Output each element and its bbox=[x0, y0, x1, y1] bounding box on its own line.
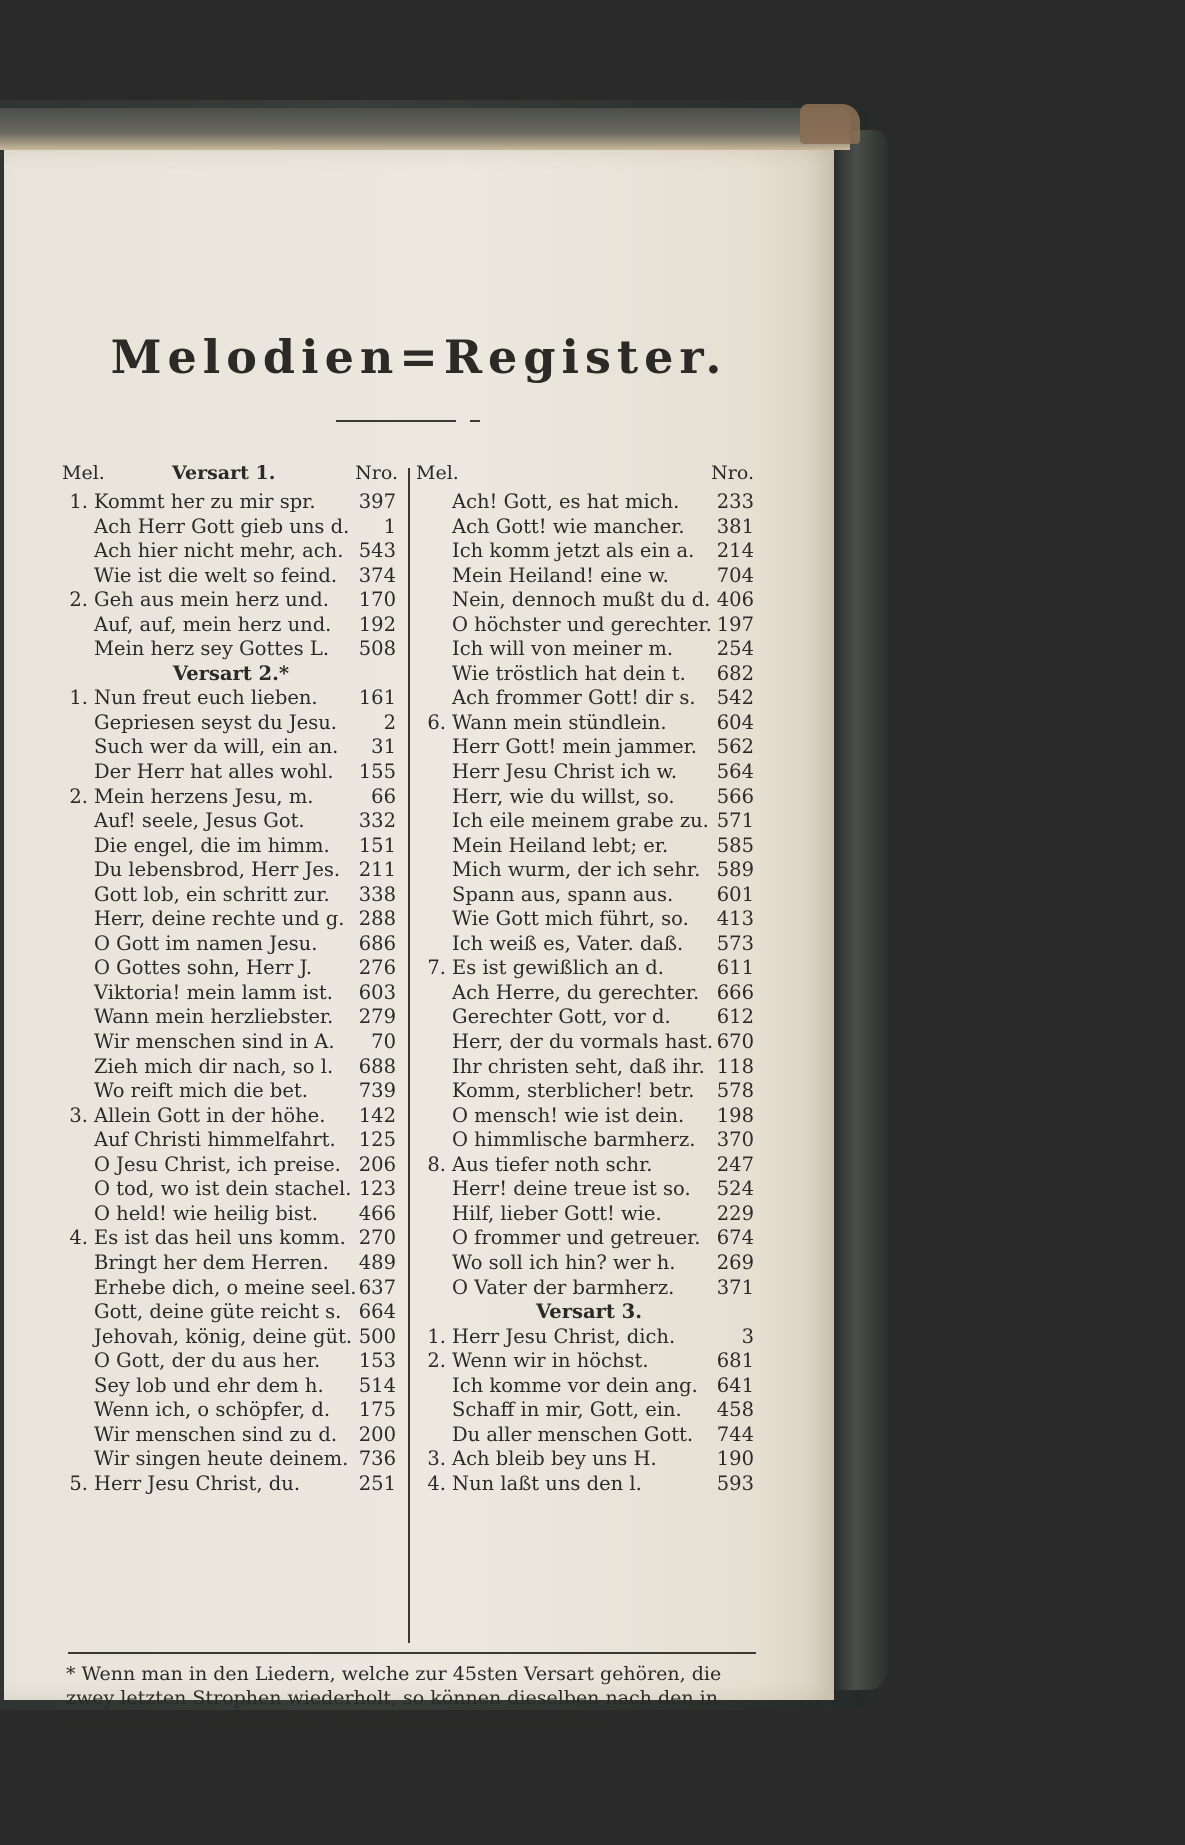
melody-entry bbox=[424, 932, 754, 957]
melody-entry bbox=[424, 907, 754, 932]
melody-title: Gerechter Gott, vor d. bbox=[452, 1005, 671, 1029]
melody-entry bbox=[424, 1177, 754, 1202]
melody-title: O frommer und getreuer. bbox=[452, 1226, 701, 1250]
versart-heading-text: Versart 2.* bbox=[172, 661, 290, 685]
melody-title: Bringt her dem Herren. bbox=[94, 1250, 329, 1274]
melody-title: O höchster und gerechter. bbox=[452, 612, 712, 636]
versart-heading bbox=[424, 1300, 754, 1325]
melody-title: Ich komme vor dein ang. bbox=[452, 1373, 698, 1397]
melody-entry bbox=[66, 932, 396, 957]
footnote: * Wenn man in den Liedern, welche zur 45sten Versart gehören, die zwey letzten Strophen wiederholt, so können dieselben nach den in dieser Versart befindlichen Melodien gesungen werden. bbox=[66, 1663, 722, 1733]
melody-entry bbox=[424, 1079, 754, 1104]
melody-title: Herr! deine treue ist so. bbox=[452, 1177, 691, 1201]
melody-entry bbox=[66, 735, 396, 760]
versart-number: 2. bbox=[69, 588, 88, 612]
versart-number: 1. bbox=[69, 686, 88, 710]
melody-title: Auf! seele, Jesus Got. bbox=[94, 809, 305, 833]
melody-entry bbox=[66, 1447, 396, 1472]
melody-entry bbox=[66, 858, 396, 883]
melody-title: Nein, dennoch mußt du d. bbox=[452, 588, 711, 612]
melody-title: Ach frommer Gott! dir s. bbox=[452, 686, 696, 710]
melody-entry bbox=[66, 1104, 396, 1129]
melody-entry bbox=[424, 515, 754, 540]
hymn-number: 247 bbox=[716, 1152, 754, 1176]
hymn-number: 704 bbox=[716, 563, 754, 587]
melody-entry bbox=[66, 1300, 396, 1325]
melody-title: O Vater der barmherz. bbox=[452, 1275, 675, 1299]
book-page bbox=[4, 150, 834, 1733]
melody-title: Wie Gott mich führt, so. bbox=[452, 907, 689, 931]
melody-title: Wann mein stündlein. bbox=[452, 710, 667, 734]
hymn-number: 573 bbox=[716, 931, 754, 955]
melody-entry bbox=[424, 1005, 754, 1030]
melody-entry bbox=[424, 785, 754, 810]
melody-title: Ach bleib bey uns H. bbox=[452, 1447, 657, 1471]
melody-entry bbox=[66, 490, 396, 515]
hymn-number: 686 bbox=[358, 931, 396, 955]
melody-entry bbox=[424, 834, 754, 859]
hymn-number: 288 bbox=[358, 907, 396, 931]
left-melody-list bbox=[66, 490, 396, 1496]
hymn-number: 276 bbox=[358, 956, 396, 980]
melody-entry bbox=[66, 1055, 396, 1080]
melody-title: Gott lob, ein schritt zur. bbox=[94, 882, 330, 906]
melody-title: Ach Herr Gott gieb uns d. bbox=[94, 514, 350, 538]
melody-title: Ich eile meinem grabe zu. bbox=[452, 809, 709, 833]
melody-title: Sey lob und ehr dem h. bbox=[94, 1373, 324, 1397]
melody-entry bbox=[424, 686, 754, 711]
hymn-number: 571 bbox=[716, 809, 754, 833]
melody-title: Ach Herre, du gerechter. bbox=[452, 980, 700, 1004]
hymn-number: 254 bbox=[716, 637, 754, 661]
hymn-number: 524 bbox=[716, 1177, 754, 1201]
melody-entry bbox=[424, 1055, 754, 1080]
melody-title: Herr Jesu Christ, dich. bbox=[452, 1324, 676, 1348]
melody-title: O Gott im namen Jesu. bbox=[94, 931, 318, 955]
melody-entry bbox=[424, 539, 754, 564]
hymn-number: 371 bbox=[716, 1275, 754, 1299]
hymn-number: 562 bbox=[716, 735, 754, 759]
melody-entry bbox=[424, 735, 754, 760]
hymn-number: 601 bbox=[716, 882, 754, 906]
hymn-number: 603 bbox=[358, 980, 396, 1004]
hymn-number: 251 bbox=[358, 1471, 396, 1495]
hymn-number: 214 bbox=[716, 539, 754, 563]
hymn-number: 142 bbox=[358, 1103, 396, 1127]
melody-entry bbox=[66, 637, 396, 662]
book-top-edge bbox=[0, 108, 850, 150]
hymn-number: 153 bbox=[358, 1349, 396, 1373]
melody-entry bbox=[66, 1276, 396, 1301]
hymn-number: 374 bbox=[358, 563, 396, 587]
hymn-number: 2 bbox=[383, 710, 396, 734]
melody-title: Herr, der du vormals hast. bbox=[452, 1030, 714, 1054]
melody-title: O himmlische barmherz. bbox=[452, 1128, 696, 1152]
melody-title: Jehovah, könig, deine güt. bbox=[94, 1324, 353, 1348]
melody-entry bbox=[66, 686, 396, 711]
melody-title: Kommt her zu mir spr. bbox=[94, 490, 316, 513]
melody-entry bbox=[66, 711, 396, 736]
melody-title: Erhebe dich, o meine seel. bbox=[94, 1275, 357, 1299]
melody-title: Mein Heiland lebt; er. bbox=[452, 833, 669, 857]
hymn-number: 612 bbox=[716, 1005, 754, 1029]
melody-entry bbox=[66, 613, 396, 638]
hymn-number: 66 bbox=[371, 784, 396, 808]
hymn-number: 578 bbox=[716, 1079, 754, 1103]
hymn-number: 118 bbox=[716, 1054, 754, 1078]
melody-entry bbox=[424, 1398, 754, 1423]
melody-entry bbox=[66, 1472, 396, 1497]
melody-title: Ich will von meiner m. bbox=[452, 637, 674, 661]
melody-title: Herr Gott! mein jammer. bbox=[452, 735, 698, 759]
melody-entry bbox=[66, 1325, 396, 1350]
melody-entry bbox=[424, 1276, 754, 1301]
melody-title: Aus tiefer noth schr. bbox=[452, 1152, 653, 1176]
melody-entry bbox=[424, 1153, 754, 1178]
left-mel-label: Mel. bbox=[62, 462, 105, 484]
versart-number: 3. bbox=[427, 1447, 446, 1471]
melody-title: Auf Christi himmelfahrt. bbox=[94, 1128, 336, 1152]
melody-title: Ach hier nicht mehr, ach. bbox=[94, 539, 344, 563]
hymn-number: 332 bbox=[358, 809, 396, 833]
hymn-number: 269 bbox=[716, 1250, 754, 1274]
page-title: Melodien=Register. bbox=[110, 330, 728, 384]
melody-title: Ich weiß es, Vater. daß. bbox=[452, 931, 684, 955]
hymn-number: 370 bbox=[716, 1128, 754, 1152]
hymn-number: 466 bbox=[358, 1201, 396, 1225]
melody-entry bbox=[66, 785, 396, 810]
hymn-number: 198 bbox=[716, 1103, 754, 1127]
melody-title: Such wer da will, ein an. bbox=[94, 735, 339, 759]
melody-title: Herr Jesu Christ ich w. bbox=[452, 760, 678, 784]
melody-title: Viktoria! mein lamm ist. bbox=[94, 980, 333, 1004]
melody-entry bbox=[66, 1177, 396, 1202]
melody-title: Wir singen heute deinem. bbox=[94, 1447, 349, 1471]
hymn-number: 3 bbox=[741, 1324, 754, 1348]
hymn-number: 170 bbox=[358, 588, 396, 612]
melody-entry bbox=[424, 760, 754, 785]
melody-title: Geh aus mein herz und. bbox=[94, 588, 329, 612]
melody-title: Herr, wie du willst, so. bbox=[452, 784, 675, 808]
melody-entry bbox=[424, 1374, 754, 1399]
left-versart-label: Versart 1. bbox=[172, 462, 276, 484]
melody-title: Herr, deine rechte und g. bbox=[94, 907, 345, 931]
melody-title: Gott, deine güte reicht s. bbox=[94, 1300, 342, 1324]
worn-corner bbox=[800, 104, 860, 144]
hymn-number: 637 bbox=[358, 1275, 396, 1299]
melody-title: Es ist gewißlich an d. bbox=[452, 956, 664, 980]
melody-title: Der Herr hat alles wohl. bbox=[94, 760, 334, 784]
hymn-number: 200 bbox=[358, 1422, 396, 1446]
hymn-number: 489 bbox=[358, 1250, 396, 1274]
hymn-number: 338 bbox=[358, 882, 396, 906]
melody-title: Zieh mich dir nach, so l. bbox=[94, 1054, 334, 1078]
versart-heading bbox=[66, 662, 396, 687]
melody-entry bbox=[66, 1423, 396, 1448]
hymn-number: 736 bbox=[358, 1447, 396, 1471]
melody-entry bbox=[66, 907, 396, 932]
right-column-header bbox=[416, 462, 754, 492]
melody-entry bbox=[66, 515, 396, 540]
melody-title: Wo soll ich hin? wer h. bbox=[452, 1250, 676, 1274]
hymn-number: 206 bbox=[358, 1152, 396, 1176]
melody-title: O Gottes sohn, Herr J. bbox=[94, 956, 313, 980]
hymn-number: 397 bbox=[358, 490, 396, 513]
melody-title: Mein herz sey Gottes L. bbox=[94, 637, 330, 661]
hymn-number: 233 bbox=[716, 490, 754, 513]
hymn-number: 542 bbox=[716, 686, 754, 710]
versart-number: 2. bbox=[427, 1349, 446, 1373]
melody-title: O Jesu Christ, ich preise. bbox=[94, 1152, 341, 1176]
versart-number: 5. bbox=[69, 1471, 88, 1495]
melody-entry bbox=[66, 1226, 396, 1251]
left-column-header bbox=[62, 462, 398, 492]
hymn-number: 70 bbox=[371, 1030, 396, 1054]
melody-entry bbox=[66, 1153, 396, 1178]
hymn-number: 125 bbox=[358, 1128, 396, 1152]
melody-entry bbox=[424, 1423, 754, 1448]
hymn-number: 514 bbox=[358, 1373, 396, 1397]
melody-title: Herr Jesu Christ, du. bbox=[94, 1471, 301, 1495]
versart-heading-text: Versart 3. bbox=[535, 1300, 643, 1324]
hymn-number: 31 bbox=[371, 735, 396, 759]
melody-entry bbox=[66, 1374, 396, 1399]
hymn-number: 500 bbox=[358, 1324, 396, 1348]
right-nro-label: Nro. bbox=[711, 462, 754, 484]
hymn-number: 744 bbox=[716, 1422, 754, 1446]
melody-entry bbox=[66, 1079, 396, 1104]
hymn-number: 192 bbox=[358, 612, 396, 636]
melody-title: Die engel, die im himm. bbox=[94, 833, 330, 857]
melody-entry bbox=[66, 588, 396, 613]
versart-number: 1. bbox=[69, 490, 88, 513]
melody-entry bbox=[66, 834, 396, 859]
melody-entry bbox=[424, 637, 754, 662]
melody-title: Komm, sterblicher! betr. bbox=[452, 1079, 695, 1103]
hymn-number: 604 bbox=[716, 710, 754, 734]
melody-entry bbox=[66, 883, 396, 908]
hymn-number: 229 bbox=[716, 1201, 754, 1225]
hymn-number: 593 bbox=[716, 1471, 754, 1495]
hymn-number: 682 bbox=[716, 661, 754, 685]
melody-title: Nun freut euch lieben. bbox=[94, 686, 318, 710]
melody-title: Du aller menschen Gott. bbox=[452, 1422, 694, 1446]
left-nro-label: Nro. bbox=[355, 462, 398, 484]
melody-entry bbox=[424, 1472, 754, 1497]
melody-entry bbox=[66, 1202, 396, 1227]
hymn-number: 611 bbox=[716, 956, 754, 980]
melody-title: Allein Gott in der höhe. bbox=[94, 1103, 326, 1127]
melody-entry bbox=[424, 588, 754, 613]
hymn-number: 585 bbox=[716, 833, 754, 857]
melody-entry bbox=[66, 539, 396, 564]
melody-entry bbox=[424, 809, 754, 834]
hymn-number: 211 bbox=[358, 858, 396, 882]
melody-entry bbox=[424, 1104, 754, 1129]
hymn-number: 123 bbox=[358, 1177, 396, 1201]
hymn-number: 155 bbox=[358, 760, 396, 784]
melody-entry bbox=[424, 1226, 754, 1251]
melody-title: Wenn wir in höchst. bbox=[452, 1349, 649, 1373]
hymn-number: 270 bbox=[358, 1226, 396, 1250]
hymn-number: 666 bbox=[716, 980, 754, 1004]
melody-title: Wie ist die welt so feind. bbox=[94, 563, 338, 587]
hymn-number: 381 bbox=[716, 514, 754, 538]
hymn-number: 151 bbox=[358, 833, 396, 857]
melody-title: Auf, auf, mein herz und. bbox=[94, 612, 332, 636]
column-divider bbox=[408, 468, 410, 1643]
melody-entry bbox=[424, 613, 754, 638]
hymn-number: 1 bbox=[383, 514, 396, 538]
melody-entry bbox=[424, 1447, 754, 1472]
title-rule bbox=[336, 420, 456, 422]
hymn-number: 413 bbox=[716, 907, 754, 931]
book-spine-edge bbox=[828, 130, 888, 1690]
melody-entry bbox=[66, 1030, 396, 1055]
melody-title: O Gott, der du aus her. bbox=[94, 1349, 321, 1373]
versart-number: 6. bbox=[427, 710, 446, 734]
hymn-number: 589 bbox=[716, 858, 754, 882]
hymn-number: 681 bbox=[716, 1349, 754, 1373]
title-rule-dot bbox=[470, 420, 480, 422]
melody-entry bbox=[424, 564, 754, 589]
melody-entry bbox=[66, 1251, 396, 1276]
melody-title: O held! wie heilig bist. bbox=[94, 1201, 318, 1225]
hymn-number: 674 bbox=[716, 1226, 754, 1250]
melody-title: Es ist das heil uns komm. bbox=[94, 1226, 346, 1250]
hymn-number: 739 bbox=[358, 1079, 396, 1103]
hymn-number: 161 bbox=[358, 686, 396, 710]
hymn-number: 279 bbox=[358, 1005, 396, 1029]
melody-entry bbox=[424, 981, 754, 1006]
hymn-number: 406 bbox=[716, 588, 754, 612]
melody-title: Du lebensbrod, Herr Jes. bbox=[94, 858, 341, 882]
melody-title: Wir menschen sind in A. bbox=[94, 1030, 335, 1054]
melody-entry bbox=[424, 1325, 754, 1350]
melody-entry bbox=[66, 1128, 396, 1153]
hymn-number: 564 bbox=[716, 760, 754, 784]
melody-entry bbox=[424, 1030, 754, 1055]
versart-number: 1. bbox=[427, 1324, 446, 1348]
melody-entry bbox=[66, 1398, 396, 1423]
melody-entry bbox=[424, 662, 754, 687]
right-melody-list bbox=[424, 490, 754, 1496]
melody-entry bbox=[66, 981, 396, 1006]
melody-title: Spann aus, spann aus. bbox=[452, 882, 674, 906]
melody-title: Mein Heiland! eine w. bbox=[452, 563, 669, 587]
melody-entry bbox=[424, 956, 754, 981]
melody-title: Nun laßt uns den l. bbox=[452, 1471, 642, 1495]
hymn-number: 641 bbox=[716, 1373, 754, 1397]
melody-entry bbox=[424, 711, 754, 736]
melody-title: Ach Gott! wie mancher. bbox=[452, 514, 685, 538]
versart-number: 3. bbox=[69, 1103, 88, 1127]
right-mel-label: Mel. bbox=[416, 462, 459, 484]
melody-title: Wo reift mich die bet. bbox=[94, 1079, 308, 1103]
versart-number: 4. bbox=[69, 1226, 88, 1250]
hymn-number: 458 bbox=[716, 1398, 754, 1422]
melody-title: Ich komm jetzt als ein a. bbox=[452, 539, 695, 563]
melody-entry bbox=[424, 1202, 754, 1227]
versart-number: 8. bbox=[427, 1152, 446, 1176]
melody-entry bbox=[424, 1128, 754, 1153]
melody-title: Wann mein herzliebster. bbox=[94, 1005, 334, 1029]
melody-title: Ach! Gott, es hat mich. bbox=[452, 490, 680, 513]
melody-entry bbox=[66, 1349, 396, 1374]
hymn-number: 543 bbox=[358, 539, 396, 563]
melody-title: O tod, wo ist dein stachel. bbox=[94, 1177, 352, 1201]
melody-title: Hilf, lieber Gott! wie. bbox=[452, 1201, 662, 1225]
melody-title: Ihr christen seht, daß ihr. bbox=[452, 1054, 705, 1078]
hymn-number: 175 bbox=[358, 1398, 396, 1422]
melody-title: Schaff in mir, Gott, ein. bbox=[452, 1398, 682, 1422]
melody-entry bbox=[66, 809, 396, 834]
melody-entry bbox=[66, 760, 396, 785]
hymn-number: 197 bbox=[716, 612, 754, 636]
melody-title: Wenn ich, o schöpfer, d. bbox=[94, 1398, 331, 1422]
melody-entry bbox=[424, 490, 754, 515]
melody-entry bbox=[66, 956, 396, 981]
melody-entry bbox=[66, 1005, 396, 1030]
footnote-rule bbox=[68, 1652, 756, 1654]
versart-number: 4. bbox=[427, 1471, 446, 1495]
hymn-number: 190 bbox=[716, 1447, 754, 1471]
melody-title: Mein herzens Jesu, m. bbox=[94, 784, 314, 808]
melody-title: O mensch! wie ist dein. bbox=[452, 1103, 685, 1127]
versart-number: 7. bbox=[427, 956, 446, 980]
melody-entry bbox=[424, 883, 754, 908]
melody-title: Mich wurm, der ich sehr. bbox=[452, 858, 701, 882]
melody-entry bbox=[66, 564, 396, 589]
melody-title: Wir menschen sind zu d. bbox=[94, 1422, 338, 1446]
melody-entry bbox=[424, 1251, 754, 1276]
melody-entry bbox=[424, 1349, 754, 1374]
hymn-number: 508 bbox=[358, 637, 396, 661]
versart-number: 2. bbox=[69, 784, 88, 808]
hymn-number: 670 bbox=[716, 1030, 754, 1054]
hymn-number: 566 bbox=[716, 784, 754, 808]
hymn-number: 688 bbox=[358, 1054, 396, 1078]
melody-entry bbox=[424, 858, 754, 883]
melody-title: Gepriesen seyst du Jesu. bbox=[94, 710, 337, 734]
melody-title: Wie tröstlich hat dein t. bbox=[452, 661, 686, 685]
hymn-number: 664 bbox=[358, 1300, 396, 1324]
